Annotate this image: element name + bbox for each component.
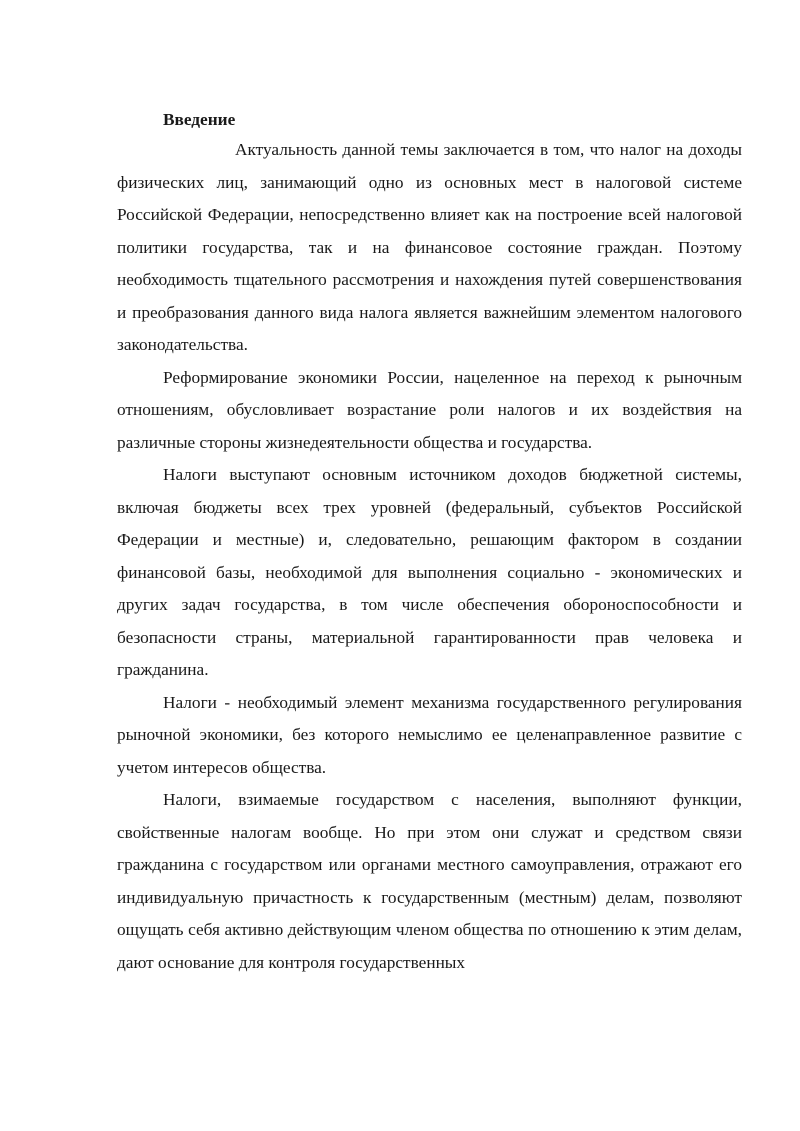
paragraph-population-taxes: Налоги, взимаемые государством с населения, выполняют функции, свойственные налогам вообще. Но при этом они служат и средством связи гражданина с государством или органами местного самоуправления, отражают его индивидуальную причастность к государственным (местным) делам, позволяют ощущать себя активно действующим членом общества по отношению к этим делам, дают основание для контроля государственных <box>117 790 742 972</box>
document-page <box>117 106 742 979</box>
section-heading: Введение <box>163 110 236 129</box>
paragraph-relevance: Актуальность данной темы заключается в том, что налог на доходы физических лиц, занимающий одно из основных мест в налоговой системе Российской Федерации, непосредственно влияет как на построение всей налоговой политики государства, так и на финансовое состояние граждан. Поэтому необходимость тщательного рассмотрения и нахождения путей совершенствования и преобразования данного вида налога является важнейшим элементом налогового законодательства. <box>117 140 742 354</box>
paragraph-reform: Реформирование экономики России, нацеленное на переход к рыночным отношениям, обусловливает возрастание роли налогов и их воздействия на различные стороны жизнедеятельности общества и государства. <box>117 367 742 452</box>
paragraph-regulation: Налоги - необходимый элемент механизма государственного регулирования рыночной экономики, без которого немыслимо ее целенаправленное развитие с учетом интересов общества. <box>117 692 742 777</box>
paragraph-budget-sources: Налоги выступают основным источником доходов бюджетной системы, включая бюджеты всех трех уровней (федеральный, субъектов Российской Федерации и местные) и, следовательно, решающим фактором в создании финансовой базы, необходимой для выполнения социально - экономических и других задач государства, в том числе обеспечения обороноспособности и безопасности страны, материальной гарантированности прав человека и гражданина. <box>117 465 742 679</box>
